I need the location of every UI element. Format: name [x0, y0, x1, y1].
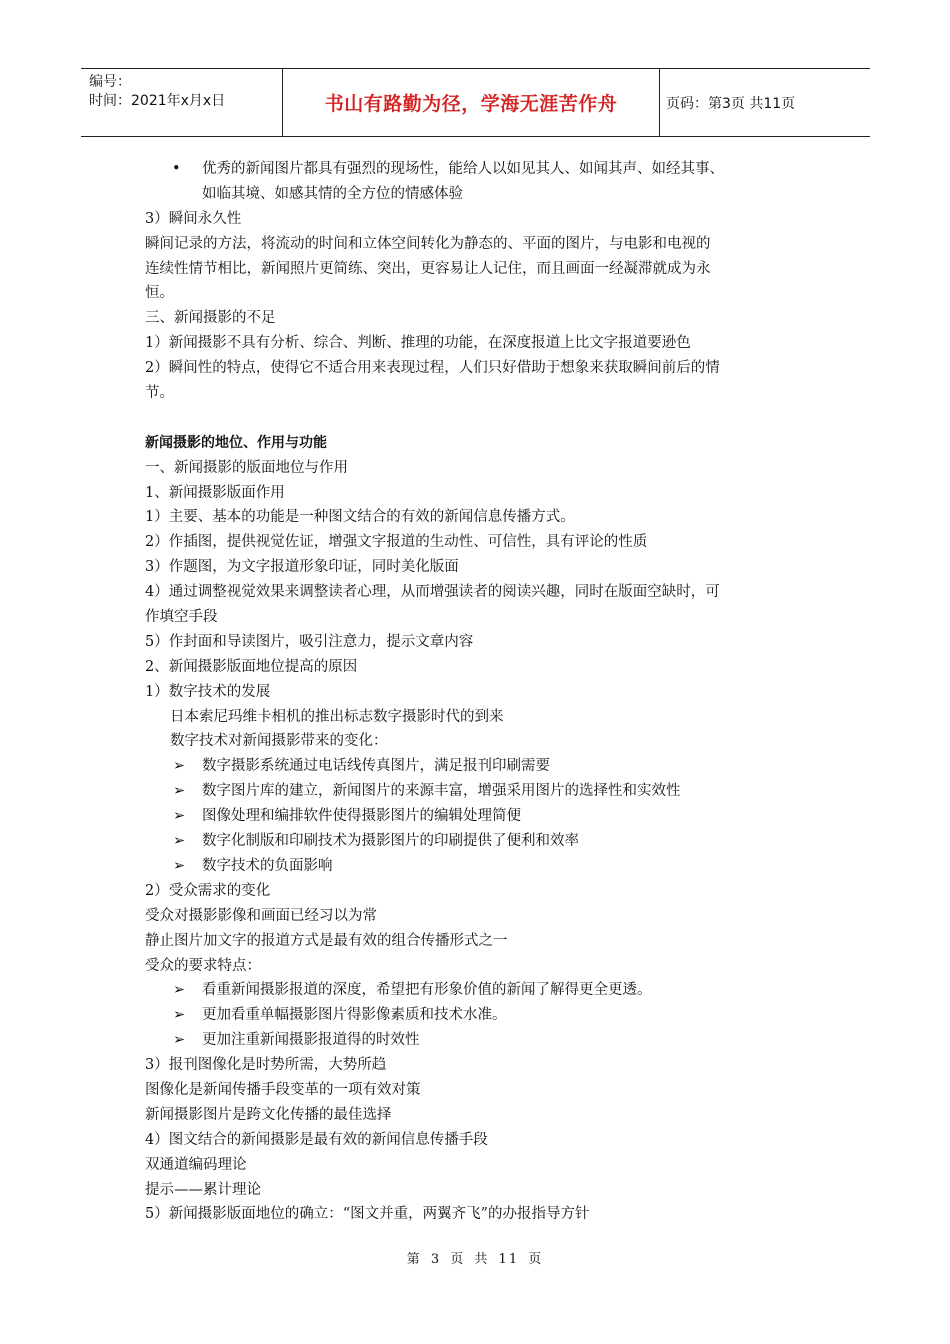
arrow-bullet-icon: ➢	[173, 1032, 186, 1049]
subsection-heading: 3）瞬间永久性	[145, 210, 242, 227]
paragraph-line: 日本索尼玛维卡相机的推出标志数字摄影时代的到来	[170, 708, 504, 725]
subsection-heading: 5）新闻摄影版面地位的确立：“图文并重，两翼齐飞”的办报指导方针	[145, 1206, 590, 1223]
header-meta	[89, 73, 225, 111]
page-footer: 第 3 页 共 11 页	[406, 1252, 544, 1267]
arrow-item: ➢ 数字化制版和印刷技术为摄影图片的印刷提供了便利和效率	[145, 829, 815, 854]
section-heading: 一、新闻摄影的版面地位与作用	[145, 459, 348, 476]
subsection-heading: 1、新闻摄影版面作用	[145, 484, 285, 501]
paragraph-line: 2）瞬间性的特点，使得它不适合用来表现过程，人们只好借助于想象来获取瞬间前后的情	[145, 360, 720, 377]
subsection-heading: 3）报刊图像化是时势所需，大势所趋	[145, 1057, 387, 1074]
arrow-bullet-icon: ➢	[173, 857, 186, 874]
paragraph-line: 受众的要求特点：	[145, 957, 261, 974]
paragraph-line: 节。	[145, 385, 174, 402]
paragraph-line: 双通道编码理论	[145, 1156, 247, 1173]
arrow-item: ➢ 数字图片库的建立，新闻图片的来源丰富，增强采用图片的选择性和实效性	[145, 779, 815, 804]
arrow-item: ➢ 更加看重单幅摄影图片得影像素质和技术水准。	[145, 1003, 815, 1028]
subsection-heading: 4）图文结合的新闻摄影是最有效的新闻信息传播手段	[145, 1131, 488, 1148]
subsection-heading: 2）受众需求的变化	[145, 882, 271, 899]
paragraph-line: 4）通过调整视觉效果来调整读者心理，从而增强读者的阅读兴趣，同时在版面空缺时，可	[145, 584, 720, 601]
subsection-heading: 1）数字技术的发展	[145, 683, 271, 700]
paragraph-line: 图像化是新闻传播手段变革的一项有效对策	[145, 1081, 421, 1098]
arrow-bullet-icon: ➢	[173, 783, 186, 800]
arrow-item: ➢ 更加注重新闻摄影报道得的时效性	[145, 1028, 815, 1053]
paragraph-line: 3）作题图，为文字报道形象印证，同时美化版面	[145, 559, 459, 576]
arrow-item: ➢ 图像处理和编排软件使得摄影图片的编辑处理简便	[145, 804, 815, 829]
paragraph-line: 新闻摄影图片是跨文化传播的最佳选择	[145, 1106, 392, 1123]
paragraph-line: 数字技术对新闻摄影带来的变化：	[170, 733, 388, 750]
bullet-item: • 优秀的新闻图片都具有强烈的现场性，能给人以如见其人、如闻其声、如经其事、	[145, 157, 815, 182]
header-motto: 书山有路勤为径，学海无涯苦作舟	[324, 93, 618, 115]
chapter-title: 新闻摄影的地位、作用与功能	[145, 434, 327, 451]
paragraph-line: 提示——累计理论	[145, 1181, 261, 1198]
arrow-bullet-icon: ➢	[173, 833, 186, 850]
arrow-bullet-icon: ➢	[173, 758, 186, 775]
subsection-heading: 2、新闻摄影版面地位提高的原因	[145, 658, 358, 675]
header-page-info: 页码：第3页 共11页	[666, 96, 796, 112]
paragraph-line: 1）主要、基本的功能是一种图文结合的有效的新闻信息传播方式。	[145, 509, 575, 526]
paragraph-line: 连续性情节相比，新闻照片更简练、突出，更容易让人记住，而且画面一经凝滞就成为永	[145, 260, 711, 277]
paragraph-line: 作填空手段	[145, 609, 218, 626]
paragraph-line: 瞬间记录的方法，将流动的时间和立体空间转化为静态的、平面的图片，与电影和电视的	[145, 235, 711, 252]
document-number: 编号：	[89, 74, 131, 90]
paragraph-line: 恒。	[145, 285, 174, 302]
arrow-bullet-icon: ➢	[173, 982, 186, 999]
arrow-item: ➢ 看重新闻摄影报道的深度，希望把有形象价值的新闻了解得更全更透。	[145, 978, 815, 1003]
document-body	[145, 157, 815, 1227]
arrow-item: ➢ 数字技术的负面影响	[145, 854, 815, 879]
paragraph-line: 5）作封面和导读图片，吸引注意力，提示文章内容	[145, 633, 474, 650]
page-header	[81, 68, 870, 137]
header-divider	[659, 69, 660, 136]
paragraph-line: 1）新闻摄影不具有分析、综合、判断、推理的功能，在深度报道上比文字报道要逊色	[145, 335, 691, 352]
paragraph-line: 静止图片加文字的报道方式是最有效的组合传播形式之一	[145, 932, 508, 949]
arrow-bullet-icon: ➢	[173, 1007, 186, 1024]
blank-line	[145, 406, 815, 431]
arrow-item: ➢ 数字摄影系统通过电话线传真图片，满足报刊印刷需要	[145, 754, 815, 779]
section-heading: 三、新闻摄影的不足	[145, 310, 276, 327]
paragraph-line: 受众对摄影影像和画面已经习以为常	[145, 907, 377, 924]
paragraph-line: 如临其境、如感其情的全方位的情感体验	[202, 185, 463, 202]
arrow-bullet-icon: ➢	[173, 808, 186, 825]
paragraph-line: 2）作插图，提供视觉佐证，增强文字报道的生动性、可信性，具有评论的性质	[145, 534, 648, 551]
document-date: 时间：2021年x月x日	[89, 93, 226, 109]
bullet-dot-icon: •	[172, 161, 181, 177]
